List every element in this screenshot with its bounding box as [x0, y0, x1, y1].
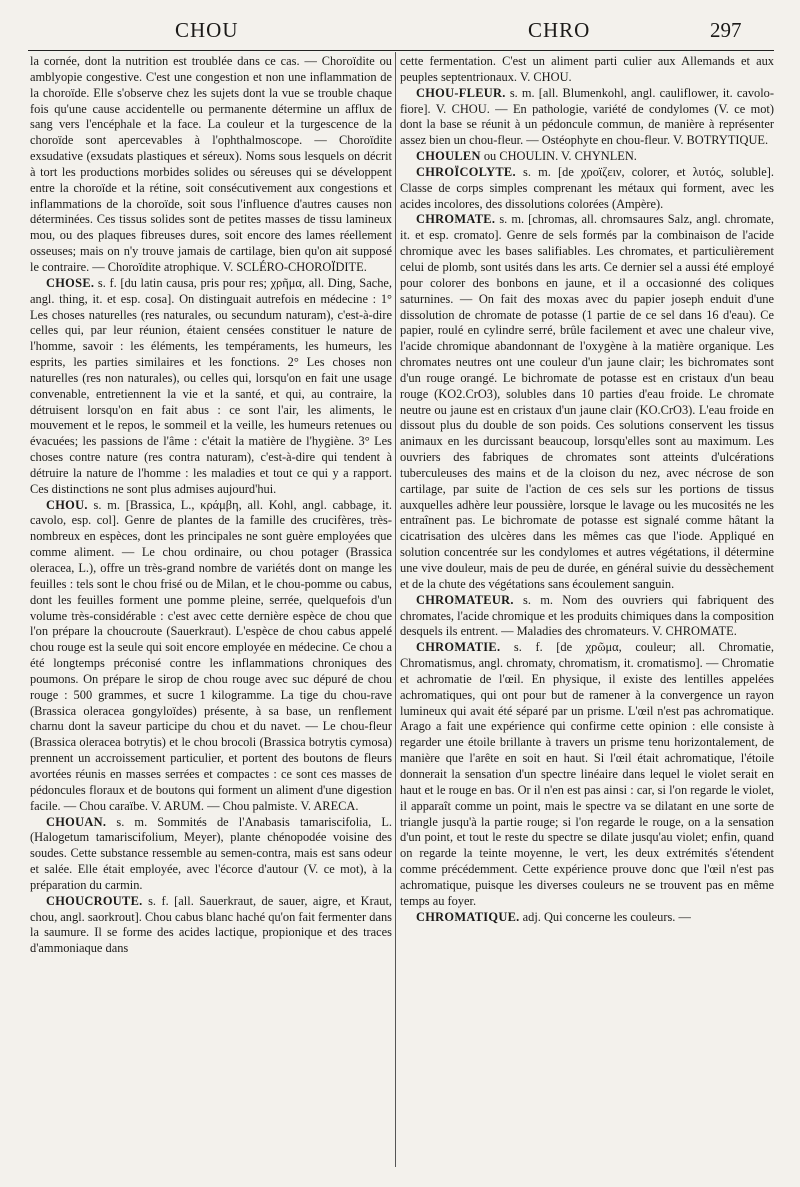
- entry-headword: CHOULEN: [416, 149, 481, 164]
- entry-headword: CHOUCROUTE.: [46, 893, 143, 908]
- entry-text: ou CHOULIN. V. CHYNLEN.: [480, 149, 637, 164]
- entry-text: s. m. [de χροϊζειν, colorer, et λυτός, soluble]. Classe de corps simples comprenant les métaux qui forment, avec les acides incolores, des dissolutions colorées (Ampère).: [400, 164, 774, 211]
- entry-headword: CHOUAN.: [46, 814, 107, 829]
- entry-chou: [30, 498, 392, 815]
- entry-headword: CHROÏCOLYTE.: [416, 164, 516, 179]
- entry-headword: CHROMATEUR.: [416, 592, 514, 607]
- entry-chou-fleur: [400, 86, 774, 149]
- entry-headword: CHROMATIE.: [416, 640, 501, 655]
- entry-text: s. m. [all. Blumenkohl, angl. cauliflower, it. cavolo-fiore]. V. CHOU. — En pathologie, variété de condylomes (V. ce mot) dont la base se réunit à un pédoncule commun, de manière à représenter assez bien un chou-fleur. — Ostéophyte en chou-fleur. V. BOTRYTIQUE.: [400, 85, 774, 148]
- running-header: [0, 18, 800, 52]
- entry-text: cette fermentation. C'est un aliment parti culier aux Allemands et aux peuples septentrionaux. V. CHOU.: [400, 54, 774, 84]
- entry-chromate: [400, 212, 774, 592]
- entry-headword: CHOU-FLEUR.: [416, 85, 506, 100]
- entry-continuation: [400, 54, 774, 86]
- header-rule: [28, 50, 774, 51]
- right-running-title: CHRO: [528, 18, 591, 42]
- entry-text: s. f. [du latin causa, pris pour res; χρῆμα, all. Ding, Sache, angl. thing, it. et esp. cosa]. On distinguait autrefois en médecine : 1° Les choses naturelles (res naturales, ou secundum naturam), c'est-à-dire celles qui, par leur réunion, étaient censées constituer le nature de l'homme, savoir : les éléments, les tempéraments, les humeurs, les esprits, les parties similaires et les fonctions. 2° Les choses non naturelles (res non naturales), ou celles qui, lorsqu'on en fait une usage convenable, entretiennent la vie et la santé, et qui, au contraire, la détruisent lorsqu'on en fait abus : ce sont l'air, les aliments, le mouvement et le repos, le sommeil et la veille, les humeurs retenues ou évacuées; les passions de l'âme : c'était la matière de l'hygiène. 3° Les choses contre nature (res contra naturam), c'est-à-dire qui tendent à détruire la nature de l'homme : les maladies et tout ce qui y a rapport. Ces distinctions ne sont plus admises aujourd'hui.: [30, 275, 392, 496]
- entry-chromatie: [400, 640, 774, 909]
- entry-headword: CHOU.: [46, 497, 88, 512]
- entry-text: s. m. [chromas, all. chromsaures Salz, angl. chromate, it. et esp. cromato]. Genre de sels formés par la combinaison de l'acide chromique avec les bases salifiables. Les chromates, et particulièrement celui de plomb, sont usités dans les arts. Ce dernier sel a aussi été employé pour colorer des bonbons en jaune, et il a occasionné des coliques saturnines. — On fait des moxas avec du papier joseph enduit d'une dissolution de chromate de potasse (1 partie de ce sel dans 16 d'eau). Ce papier, roulé en cylindre serré, brûle facilement et avec une chaleur vive, l'acide chromique abandonnant de l'oxygène à la matière organique. Les chromates neutres ont une couleur d'un jaune clair; les bichromates sont d'un rouge orangé. Le bichromate de potasse est en cristaux d'un beau rouge (KO2.CrO3), solubles dans 10 parties d'eau froide. Le chromate neutre ou jaune est en cristaux d'un jaune clair (KO.CrO3). L'eau froide en dissout plus du double de son poids. Ces solutions conservent les tissus animaux en les durcissant beaucoup, lorsqu'elles sont au maximum. Les ouvriers des fabriques de chromates sont atteints d'ulcérations tuberculeuses des mains et de la cloison du nez, avec nécrose de son cartilage, par suite de l'action de ces sels sur les portions de tissus auxquelles adhère leur poussière, lorsque le lavage ou les mucosités ne les entraînent pas. Le bichromate de potasse est signalé comme hâtant la cicatrisation des ulcères dans les mêmes cas que l'iode. Appliqué en solution concentrée sur les condylomes et autres végétations, il détermine une vive douleur, mais de peu de durée, en général suivie du dessèchement et de la chute des végétations sans écoulement sanguin.: [400, 212, 774, 591]
- column-divider: [395, 52, 396, 1167]
- entry-text: s. m. [Brassica, L., κράμβη, all. Kohl, angl. cabbage, it. cavolo, esp. col]. Genre de plantes de la famille des crucifères, très-nombreux en espèces, dont les principales ne sont guère employées que comme aliment. — Le chou ordinaire, ou chou potager (Brassica oleracea, L.), offre un très-grand nombre de variétés dont on mange les feuilles : tels sont le chou frisé ou de Milan, et le chou-pomme ou cabus, dont les feuilles forment une pomme pleine, serrée, quelquefois d'un volume très-considérable : c'est avec cette dernière espèce de chou que l'on prépare la choucroute (Sauerkraut). L'espèce de chou cabus appelé chou rouge est la seule qui soit encore employée en médecine. Ce chou a été longtemps préconisé contre les inflammations chroniques des poumons. On prépare le sirop de chou rouge avec suc dépuré de chou rouge : 500 grammes, et sucre 1 kilogramme. La tige du chou-rave (Brassica oleracea gongyloïdes) présente, à sa base, un renflement charnu dont la saveur participe du chou et du navet. — Le chou-fleur (Brassica oleracea botrytis) et le chou brocoli (Brassica botrytis cymosa) prennent un accroissement particulier, et portent des boutons de fleurs avortées réunis en masses serrées et compactes : ce sont ces masses de pédoncules floraux et de boutons qui forment un aliment d'une digestion facile. — Chou caraïbe. V. ARUM. — Chou palmiste. V. ARECA.: [30, 497, 392, 813]
- entry-text: s. f. [all. Sauerkraut, de sauer, aigre, et Kraut, chou, angl. saorkrout]. Chou cabus blanc haché qu'on fait fermenter dans la saumure. Il se forme des acides lactique, propionique et des traces d'ammoniaque dans: [30, 893, 392, 956]
- entry-text: la cornée, dont la nutrition est troublée dans ce cas. — Choroïdite ou amblyopie congestive. C'est une congestion et non une inflammation de la choroïde. Elle s'observe chez les sujets dont la vue se trouble chaque fois qu'une cause accidentelle ou permanente détermine un afflux de sang vers l'encéphale et la face. La couleur et la turgescence de la choroïde sont apercevables à l'ophthalmoscope. — Choroïdite exsudative (exsudats plastiques et séreux). Noms sous lesquels on décrit à tort les productions morbides solides ou séreuses qui se développent entre la choroïde et la rétine, soit consécutivement aux congestions et inflammations de la choroïde, soit sous l'influence d'autres causes non déterminées. Ces tissus solides sont de petites masses de tissu lamineux mou, ou des plaques fibreuses dures, soit encore des lames réellement osseuses; mais on n'y trouve jamais de cartilage, bien qu'on ait supposé le contraire. — Choroïdite atrophique. V. SCLÉRO-CHOROÏDITE.: [30, 54, 392, 274]
- entry-chroicolyte: [400, 165, 774, 213]
- entry-choucroute: [30, 894, 392, 957]
- entry-continuation: [30, 54, 392, 276]
- entry-choulen: [400, 149, 774, 165]
- page-number: 297: [710, 18, 742, 42]
- entry-text: s. f. [de χρῶμα, couleur; all. Chromatie, Chromatismus, angl. chromaty, chromatism, it. cromatismo]. — Chromatie et achromatie de l'œil. En physique, il existe des lentilles appelées achromatiques, qui ont pour but de ramener à la convergence un rayon lumineux qui avait été séparé par un prisme. L'œil n'est pas achromatique. Arago a fait une expérience qui confirme cette opinion : elle consiste à regarder une étoile brillante à travers un prisme tenu horizontalement, de manière que l'arête en soit en haut. Si l'œil était achromatique, l'étoile donnerait la sensation d'un spectre linéaire dans lequel le violet serait en haut et le rouge en bas. Or il n'en est pas ainsi : car, si l'on regarde le violet, il apparaît comme un point, mais le spectre va se dilatant en une sorte de triangle jusqu'à la partie rouge; si l'on regarde le rouge, on a la sensation d'un point, et tout le reste du spectre se dilate jusqu'au violet; enfin, quand on regarde la teinte moyenne, le vert, les deux extrémités s'étendent comme précédemment. Cette expérience prouve donc que l'œil n'est pas achromatique, puisque les diverses couleurs ne se trouvent pas en même temps au foyer.: [400, 640, 774, 908]
- left-column: [30, 54, 392, 1167]
- entry-headword: CHOSE.: [46, 275, 95, 290]
- entry-text: adj. Qui concerne les couleurs. —: [519, 909, 691, 924]
- entry-headword: CHROMATIQUE.: [416, 909, 520, 924]
- entry-chromatique: [400, 910, 774, 926]
- entry-chouan: [30, 815, 392, 894]
- entry-text: s. m. Sommités de l'Anabasis tamariscifolia, L. (Halogetum tamariscifolium, Meyer), plante chénopodée voisine des soudes. Cette substance ressemble au semen-contra, mais est sans odeur et salée. Elle était employée, avec l'écorce d'autour (V. ce mot), à la préparation du carmin.: [30, 814, 392, 892]
- right-column: [400, 54, 774, 1167]
- entry-text: s. m. Nom des ouvriers qui fabriquent des chromates, l'acide chromique et les produits chimiques dans la composition desquels ils entrent. — Maladies des chromateurs. V. CHROMATE.: [400, 592, 774, 639]
- entry-chose: [30, 276, 392, 498]
- left-running-title: CHOU: [175, 18, 239, 42]
- entry-chromateur: [400, 593, 774, 641]
- entry-headword: CHROMATE.: [416, 212, 496, 227]
